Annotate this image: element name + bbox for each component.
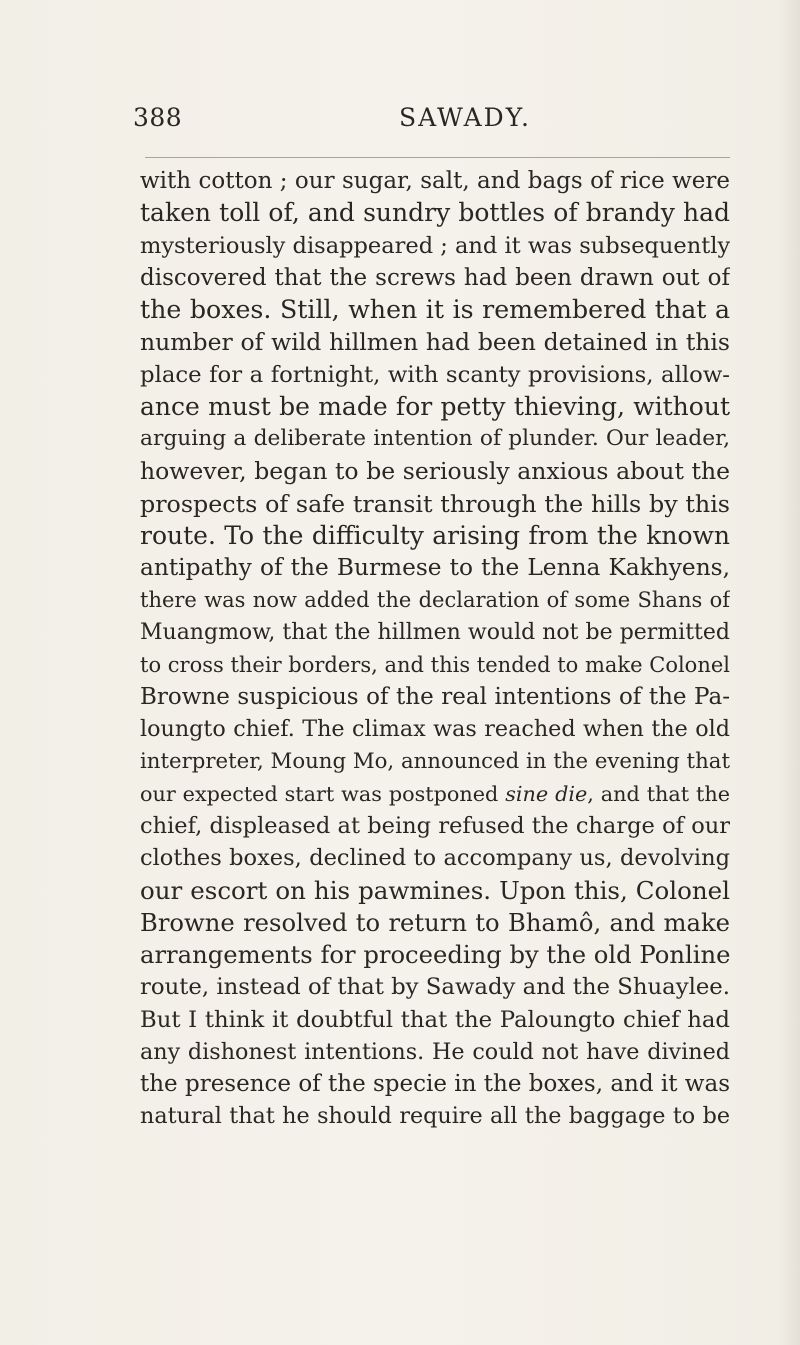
running-head: SAWADY.: [399, 103, 531, 132]
page-number: 388: [133, 103, 183, 132]
text-line: arrangements for proceeding by the old Ponline: [140, 940, 730, 969]
text-line: route, instead of that by Sawady and the Shuaylee.: [140, 974, 730, 1001]
text-line: number of wild hillmen had been detained in this: [140, 328, 730, 357]
text-line: clothes boxes, declined to accompany us, devolving: [140, 845, 730, 872]
text-line: any dishonest intentions. He could not have divined: [140, 1038, 730, 1065]
text-line: Browne resolved to return to Bhamô, and make: [140, 907, 730, 937]
text-line: Muangmow, that the hillmen would not be permitted: [140, 619, 730, 645]
text-line: there was now added the declaration of some Shans of: [140, 588, 730, 613]
text-line: But I think it doubtful that the Paloungto chief had: [140, 1006, 730, 1033]
page-edge-shadow: [778, 0, 800, 1345]
text-line: discovered that the screws had been drawn out of: [140, 264, 730, 291]
text-line: antipathy of the Burmese to the Lenna Kakhyens,: [140, 554, 730, 581]
body-text: [140, 165, 730, 1133]
text-line: loungto chief. The climax was reached when the old: [140, 716, 730, 743]
italic-phrase: sine die: [505, 781, 588, 806]
text-line: our escort on his pawmines. Upon this, Colonel: [140, 875, 730, 905]
text-line: arguing a deliberate intention of plunder. Our leader,: [140, 426, 730, 451]
header-rule: [145, 157, 730, 158]
text-line: mysteriously disappeared ; and it was subsequently: [140, 232, 730, 259]
page-header: [133, 103, 730, 143]
text-line: the presence of the specie in the boxes, and it was: [140, 1071, 730, 1097]
text-line: to cross their borders, and this tended to make Colonel: [140, 652, 730, 677]
text-line: Browne suspicious of the real intentions of the Pa-: [140, 684, 730, 710]
text-line: taken toll of, and sundry bottles of brandy had: [140, 198, 730, 228]
text-line: interpreter, Moung Mo, announced in the evening that: [140, 748, 730, 774]
text-line: route. To the difficulty arising from the known: [140, 520, 730, 550]
text-line: prospects of safe transit through the hills by this: [140, 489, 730, 518]
text-line: our expected start was postponed sine die, and that the: [140, 781, 730, 806]
text-line: ance must be made for petty thieving, without: [140, 391, 730, 421]
text-line: natural that he should require all the baggage to be: [140, 1103, 730, 1130]
text-line: chief, displeased at being refused the charge of our: [140, 813, 730, 839]
text-line: the boxes. Still, when it is remembered that a: [140, 295, 730, 324]
text-line: with cotton ; our sugar, salt, and bags of rice were: [140, 168, 730, 194]
text-line: however, began to be seriously anxious about the: [140, 457, 730, 486]
text-line: place for a fortnight, with scanty provisions, allow-: [140, 361, 730, 388]
